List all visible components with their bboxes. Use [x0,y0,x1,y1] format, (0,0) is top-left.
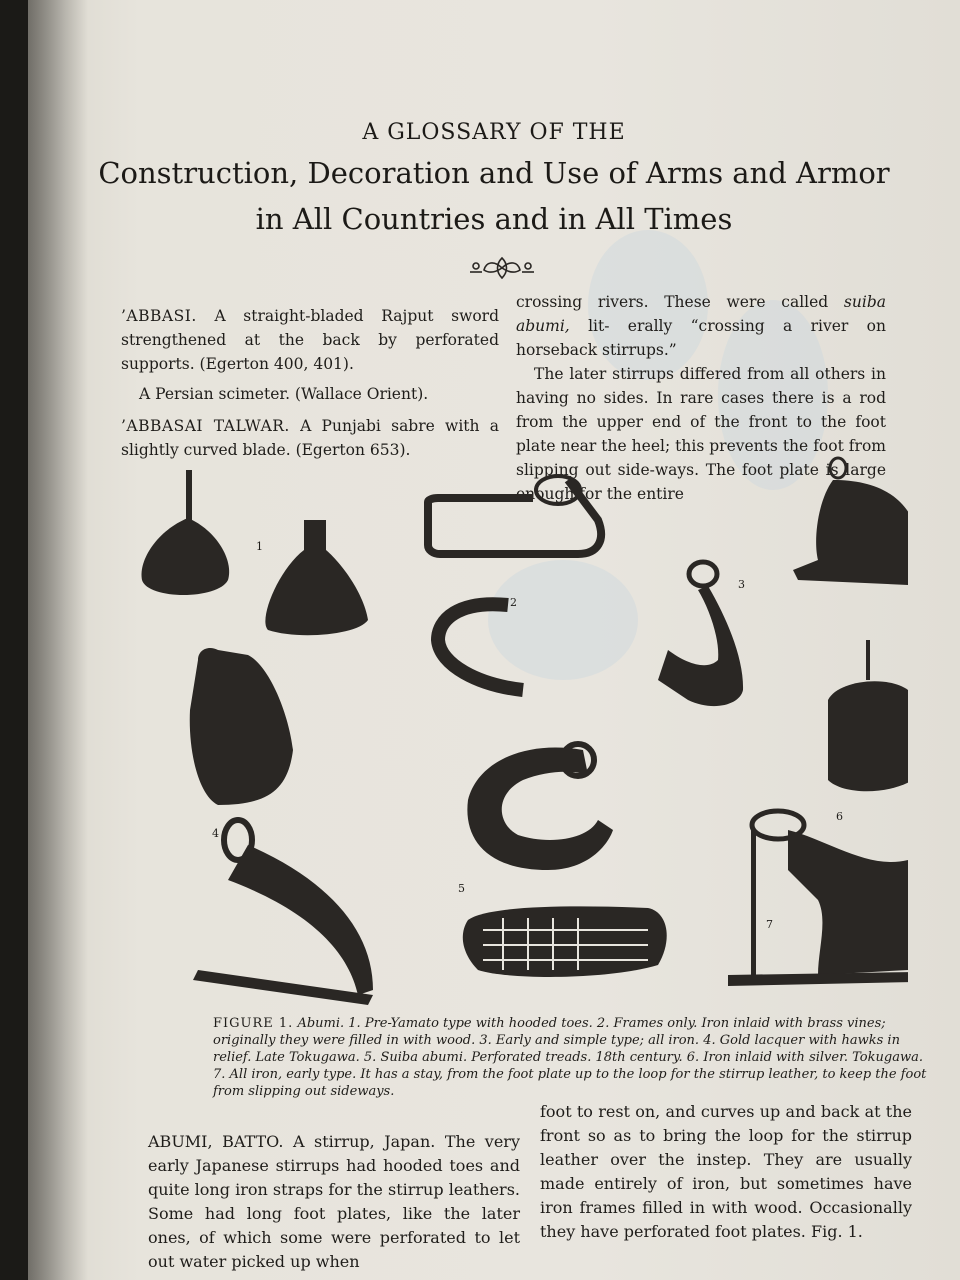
river-line-2: erally “crossing a river on horseback stirrups.” [516,317,886,359]
page-kicker: A GLOSSARY OF THE [362,120,626,145]
entry-text-abumi: A stirrup, Japan. The very early Japanese stirrups had hooded toes and quite long iron straps for the stirrup leathers. Some had long foot plates, like the later ones, of which some were perforated to let out water picked up when [148,1132,520,1271]
figure-number-7: 7 [766,918,773,931]
bottom-right-column: foot to rest on, and curves up and back at the front so as to bring the loop for the stirrup leather over the instep. They are usually made entirely of iron, but sometimes have iron frames filled in with wood. Occasionally they have perforated foot plates. Fig. 1. [540,1102,912,1241]
stirrup-5-image [463,744,667,977]
figure-number-1: 1 [256,540,263,553]
title-line-1: Construction, Decoration and Use of Arms and Armor [98,156,890,190]
river-line-end: lit- [588,317,610,335]
later-stirrups-text: The later stirrups differed from all others in having no sides. In rare cases there is a rod from the upper end of the front to the foot plate near the heel; this prevents the foot from slipping out side-ways. The foot plate is large enough for the entire [516,365,886,503]
figure-number-6: 6 [836,810,843,823]
river-line: crossing rivers. These were called [516,293,829,311]
figure-number-5: 5 [458,882,465,895]
suiba-term: suiba abumi, [516,293,886,335]
top-left-column [121,304,499,462]
river-text [516,290,886,362]
stirrup-figure [128,450,908,1010]
entry-abbasi [121,304,499,376]
figure-number-4: 4 [212,827,219,840]
figure-number-3: 3 [738,578,745,591]
entry-head-abbasi: ’ABBASI. [121,307,197,325]
ornament-icon [466,252,538,282]
bottom-left-column [148,1130,520,1274]
stirrup-7-image [728,811,908,986]
entry-head-talwar: ’ABBASAI TALWAR. [121,417,290,435]
entry-head-abumi: ABUMI, BATTO. [148,1132,284,1151]
stirrup-2-image [428,476,601,690]
entry-text-abbasi: A straight-bladed Rajput sword strengthened at the back by perforated supports. (Egerton 400, 401). [121,307,499,373]
stirrup-3-image [658,562,743,706]
entry-abbasi-alt: A Persian scimeter. (Wallace Orient). [139,385,429,403]
figure-caption-text: Abumi. 1. Pre-Yamato type with hooded toes. 2. Frames only. Iron inlaid with brass vines; originally they were filled in with wood. 3. Early and simple type; all iron. 4. Gold lacquer with hawks in relief. Late Tokugawa. 5. Suiba abumi. Perforated treads. 18th century. 6. Iron inlaid with silver. Tokugawa. 7. All iron, early type. It has a stay, from the foot plate up to the loop for the stirrup leather, to keep the foot from slipping out sideways. [213,1016,927,1099]
title-line-2: in All Countries and in All Times [255,202,733,236]
stirrup-1-image [141,470,368,635]
stirrup-6-image [828,640,908,791]
book-page [28,0,960,1280]
figure-caption-label: FIGURE 1. [213,1016,294,1031]
figure-caption [213,1015,933,1100]
stirrup-hooded-image [793,458,908,585]
figure-number-2: 2 [510,596,517,609]
entry-text-talwar: A Punjabi sabre with a slightly curved blade. (Egerton 653). [121,417,499,459]
page-title [28,150,960,242]
